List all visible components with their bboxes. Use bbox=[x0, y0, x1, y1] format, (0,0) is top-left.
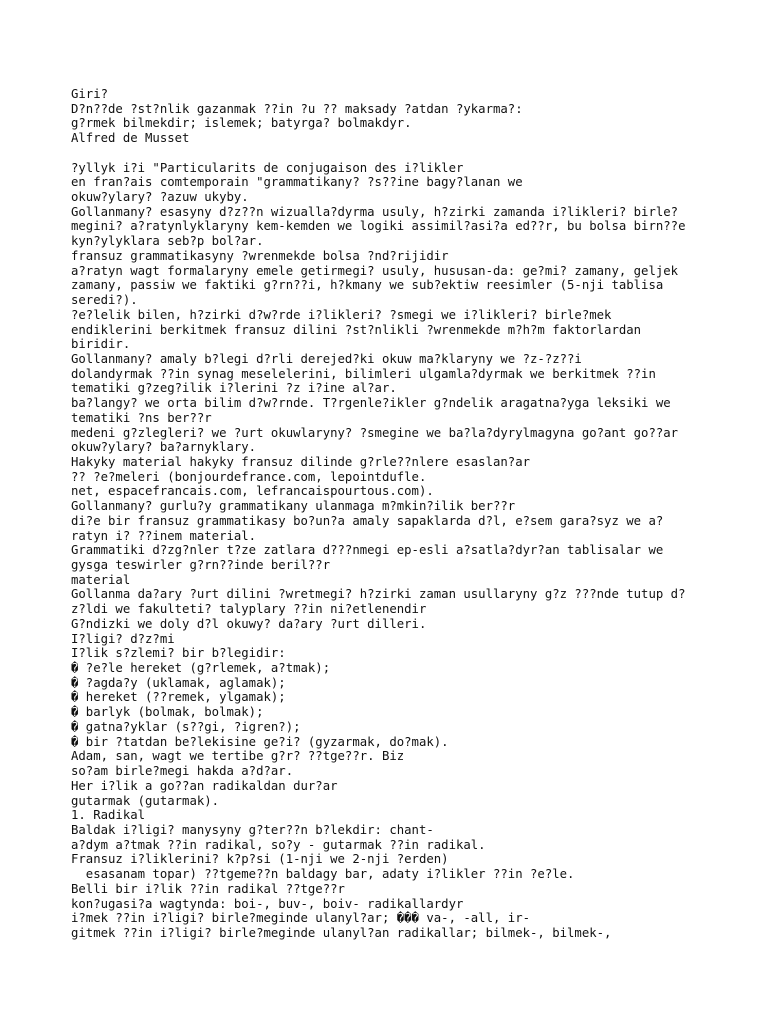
text-line: zamany, passiw we faktiki g?rn??i, h?kmany we sub?ektiw reesimler (5-nji tablisa bbox=[71, 278, 664, 293]
text-line: okuw?ylary? ?azuw ukyby. bbox=[71, 190, 249, 205]
text-line: Gollanmany? esasyny d?z??n wizualla?dyrma usuly, h?zirki zamanda i?likleri? birle? bbox=[71, 204, 679, 219]
text-line: a?ratyn wagt formalaryny emele getirmegi? usuly, hususan-da: ge?mi? zamany, geljek bbox=[71, 263, 679, 278]
text-line: Giri? bbox=[71, 87, 109, 101]
text-line: � ?agda?y (uklamak, aglamak); bbox=[71, 675, 286, 690]
text-line: I?lik s?zlemi? bir b?legidir: bbox=[71, 646, 286, 661]
text-line: biridir. bbox=[71, 337, 131, 352]
text-line: fransuz grammatikasyny ?wrenmekde bolsa ?nd?rijidir bbox=[71, 248, 449, 263]
text-line: Gollanmany? amaly b?legi d?rli derejed?ki okuw ma?klaryny we ?z-?z??i bbox=[71, 351, 582, 366]
text-line: G?ndizki we doly d?l okuwy? da?ary ?urt dilleri. bbox=[71, 616, 427, 631]
text-line: Gollanmany? gurlu?y grammatikany ulanmaga m?mkin?ilik ber??r bbox=[71, 499, 516, 514]
text-line: Her i?lik a go??an radikaldan dur?ar bbox=[71, 778, 338, 793]
document-text bbox=[71, 87, 761, 941]
text-line: Adam, san, wagt we tertibe g?r? ??tge??r. Biz bbox=[71, 749, 405, 764]
text-line: ?yllyk i?i "Particularits de conjugaison des i?likler bbox=[71, 160, 464, 175]
text-line: z?ldi we fakulteti? talyplary ??in ni?etlenendir bbox=[71, 602, 427, 617]
text-line: Alfred de Musset bbox=[71, 131, 190, 146]
text-line: � barlyk (bolmak, bolmak); bbox=[71, 705, 264, 720]
text-line: g?rmek bilmekdir; islemek; batyrga? bolmakdyr. bbox=[71, 116, 412, 131]
text-line: 1. Radikal bbox=[71, 808, 146, 823]
text-line: Grammatiki d?zg?nler t?ze zatlara d???nmegi ep-esli a?satla?dyr?an tablisalar we bbox=[71, 543, 664, 558]
text-line: tematiki ?ns ber??r bbox=[71, 410, 212, 425]
text-line: material bbox=[71, 572, 131, 587]
text-line: I?ligi? d?z?mi bbox=[71, 631, 175, 646]
text-line: � bir ?tatdan be?lekisine ge?i? (gyzarmak, do?mak). bbox=[71, 734, 449, 749]
text-line: kyn?ylyklara seb?p bol?ar. bbox=[71, 234, 264, 249]
text-line: medeni g?zlegleri? we ?urt okuwlaryny? ?smegine we ba?la?dyrylmagyna go?ant go??ar bbox=[71, 425, 679, 440]
text-line: � gatna?yklar (s??gi, ?igren?); bbox=[71, 719, 301, 734]
text-line: dolandyrmak ??in synag meselelerini, bilimleri ulgamla?dyrmak we berkitmek ??in bbox=[71, 366, 656, 381]
text-line: a?dym a?tmak ??in radikal, so?y - gutarmak ??in radikal. bbox=[71, 837, 486, 852]
text-line: ratyn i? ??inem material. bbox=[71, 528, 257, 543]
text-line: di?e bir fransuz grammatikasy bo?un?a amaly sapaklarda d?l, e?sem gara?syz we a? bbox=[71, 513, 664, 528]
text-line: gitmek ??in i?ligi? birle?meginde ulanyl?an radikallar; bilmek-, bilmek-, bbox=[71, 925, 612, 940]
text-line: esasanam topar) ??tgeme??n baldagy bar, adaty i?likler ??in ?e?le. bbox=[71, 867, 575, 882]
text-line: megini? a?ratynlyklaryny kem-kemden we logiki assimil?asi?a ed??r, bu bolsa birn??e bbox=[71, 219, 686, 234]
text-line: ?e?lelik bilen, h?zirki d?w?rde i?likleri? ?smegi we i?likleri? birle?mek bbox=[71, 307, 612, 322]
text-line: seredi?). bbox=[71, 293, 138, 308]
text-line: kon?ugasi?a wagtynda: boi-, buv-, boiv- radikallardyr bbox=[71, 896, 464, 911]
text-line: Belli bir i?lik ??in radikal ??tge??r bbox=[71, 881, 345, 896]
text-line: so?am birle?megi hakda a?d?ar. bbox=[71, 764, 294, 779]
blank-line bbox=[71, 146, 761, 161]
text-line: tematiki g?zeg?ilik i?lerini ?z i?ine al?ar. bbox=[71, 381, 397, 396]
text-line: gysga teswirler g?rn??inde beril??r bbox=[71, 558, 331, 572]
text-line: ?? ?e?meleri (bonjourdefrance.com, lepointdufle. bbox=[71, 469, 427, 484]
text-line: Hakyky material hakyky fransuz dilinde g?rle??nlere esaslan?ar bbox=[71, 454, 531, 469]
text-line: Baldak i?ligi? manysyny g?ter??n b?lekdir: chant- bbox=[71, 822, 434, 837]
text-line: net, espacefrancais.com, lefrancaispourtous.com). bbox=[71, 484, 434, 499]
text-line: � hereket (??remek, ylgamak); bbox=[71, 690, 286, 705]
text-line: ba?langy? we orta bilim d?w?rnde. T?rgenle?ikler g?ndelik aragatna?yga leksiki we bbox=[71, 396, 671, 411]
text-line: � ?e?le hereket (g?rlemek, a?tmak); bbox=[71, 661, 331, 676]
text-line: Gollanma da?ary ?urt dilini ?wretmegi? h?zirki zaman usullaryny g?z ???nde tutup d? bbox=[71, 587, 686, 602]
text-line: D?n??de ?st?nlik gazanmak ??in ?u ?? maksady ?atdan ?ykarma?: bbox=[71, 101, 523, 116]
text-line: gutarmak (gutarmak). bbox=[71, 793, 220, 808]
text-line: Fransuz i?liklerini? k?p?si (1-nji we 2-nji ?erden) bbox=[71, 852, 449, 867]
text-line: i?mek ??in i?ligi? birle?meginde ulanyl?ar; ��� va-, -all, ir- bbox=[71, 911, 531, 926]
text-line: endiklerini berkitmek fransuz dilini ?st?nlikli ?wrenmekde m?h?m faktorlardan bbox=[71, 322, 642, 337]
text-line: okuw?ylary? ba?arnyklary. bbox=[71, 440, 257, 455]
text-line: en fran?ais comtemporain "grammatikany? ?s??ine bagy?lanan we bbox=[71, 175, 523, 190]
